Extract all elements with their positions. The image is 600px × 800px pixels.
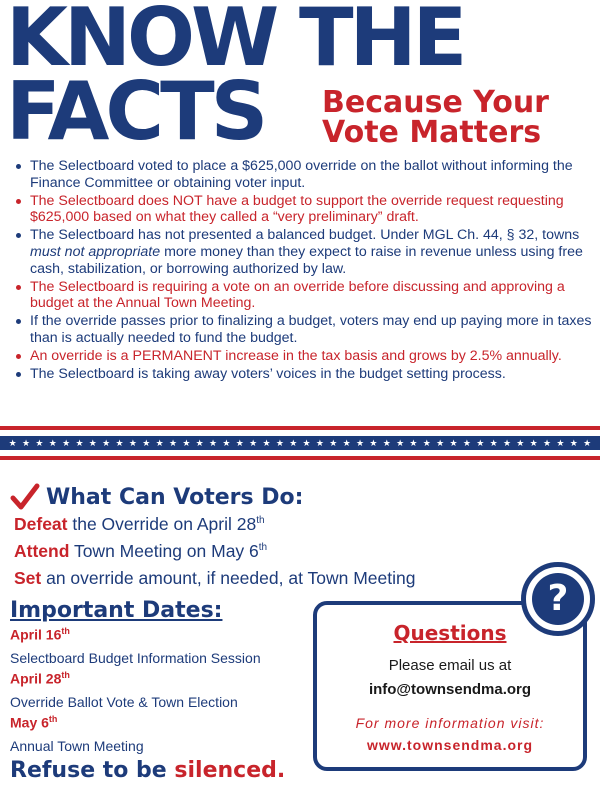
star-icon: ★ bbox=[195, 437, 204, 448]
star-icon: ★ bbox=[396, 437, 405, 448]
fact-text: more money than they expect to raise in revenue unless using free cash, stabilization, or borrowing authorized by law. bbox=[30, 243, 583, 277]
star-icon: ★ bbox=[155, 437, 164, 448]
star-icon: ★ bbox=[502, 437, 512, 448]
questions-email-prompt: Please email us at bbox=[388, 657, 512, 674]
star-icon: ★ bbox=[342, 437, 351, 448]
star-icon: ★ bbox=[289, 437, 298, 448]
fact-item bbox=[14, 227, 594, 277]
tagline-line1: Because Your bbox=[322, 85, 549, 120]
star-icon: ★ bbox=[436, 437, 445, 448]
action-suffix: th bbox=[258, 542, 268, 554]
star-icon: ★ bbox=[355, 437, 365, 448]
star-icon: ★ bbox=[88, 437, 97, 448]
star-icon: ★ bbox=[489, 437, 498, 448]
star-icon: ★ bbox=[235, 437, 244, 448]
fact-item: An override is a PERMANENT increase in the tax basis and grows by 2.5% annually. bbox=[14, 348, 594, 365]
action-text: an override amount, if needed, at Town Meeting bbox=[41, 568, 416, 588]
fact-emphasis: must not appropriate bbox=[30, 243, 161, 260]
star-icon: ★ bbox=[62, 437, 71, 448]
star-icon: ★ bbox=[543, 437, 552, 448]
star-icon: ★ bbox=[262, 437, 271, 448]
star-icon: ★ bbox=[569, 437, 578, 448]
refuse-highlight: silenced. bbox=[174, 758, 286, 783]
title-know-the: KNOW THE bbox=[6, 0, 464, 84]
question-mark-icon bbox=[521, 562, 595, 636]
star-icon: ★ bbox=[128, 437, 137, 448]
question-mark-glyph: ? bbox=[532, 573, 584, 625]
questions-more-info: For more information visit: bbox=[355, 715, 545, 731]
questions-title: Questions bbox=[393, 621, 507, 645]
star-icon: ★ bbox=[142, 437, 151, 448]
star-icon: ★ bbox=[75, 437, 84, 448]
star-icon: ★ bbox=[462, 437, 471, 448]
star-icon: ★ bbox=[315, 437, 324, 448]
facts-list bbox=[14, 158, 594, 383]
star-icon: ★ bbox=[48, 437, 57, 448]
date-event: Selectboard Budget Information Session bbox=[10, 650, 261, 666]
tagline bbox=[322, 85, 549, 150]
refuse-slogan: Refuse to be silenced. bbox=[10, 758, 286, 783]
star-icon: ★ bbox=[222, 437, 231, 448]
date-label: May 6th bbox=[10, 714, 58, 731]
action-suffix: th bbox=[256, 515, 265, 527]
star-icon: ★ bbox=[382, 437, 391, 448]
star-icon: ★ bbox=[302, 437, 311, 448]
fact-item: The Selectboard is requiring a vote on an override before discussing and approving a budget at the Annual Town Meeting. bbox=[14, 279, 594, 313]
action-verb: Attend bbox=[14, 541, 70, 561]
questions-email-link[interactable]: info@townsendma.org bbox=[368, 681, 532, 698]
star-icon: ★ bbox=[182, 437, 191, 448]
questions-website-link[interactable]: www.townsendma.org bbox=[366, 737, 534, 753]
star-icon: ★ bbox=[249, 437, 258, 448]
voters-heading bbox=[10, 482, 303, 512]
star-icon: ★ bbox=[449, 437, 458, 448]
action-verb: Set bbox=[14, 568, 42, 588]
title-facts: FACTS bbox=[6, 65, 265, 158]
important-dates-title: Important Dates: bbox=[10, 598, 223, 623]
star-icon: ★ bbox=[115, 437, 124, 448]
star-icon: ★ bbox=[35, 437, 44, 448]
star-icon: ★ bbox=[529, 437, 538, 448]
date-event: Annual Town Meeting bbox=[10, 738, 144, 754]
voter-action bbox=[14, 541, 267, 562]
banner-red-stripe bbox=[0, 456, 600, 460]
star-icon: ★ bbox=[22, 437, 31, 448]
star-icon: ★ bbox=[369, 437, 378, 448]
star-icon: ★ bbox=[476, 437, 485, 448]
banner-red-stripe bbox=[0, 426, 600, 430]
star-icon: ★ bbox=[409, 437, 418, 448]
fact-item: The Selectboard does NOT have a budget to support the override request requesting $625,000 based on what they called a “very preliminary” draft. bbox=[14, 193, 594, 227]
star-icon: ★ bbox=[516, 437, 525, 448]
voters-title: What Can Voters Do: bbox=[46, 484, 304, 510]
voter-action bbox=[14, 568, 415, 589]
action-text: the Override on April 28 bbox=[67, 514, 257, 534]
fact-text: The Selectboard has not presented a balanced budget. Under MGL Ch. 44, § 32, towns bbox=[30, 227, 580, 244]
tagline-line2: Vote Matters bbox=[322, 115, 542, 150]
star-icon: ★ bbox=[168, 437, 178, 448]
star-icon: ★ bbox=[209, 437, 218, 448]
date-label: April 16th bbox=[10, 626, 70, 643]
voter-action bbox=[14, 514, 265, 535]
stars-stripes-banner bbox=[0, 426, 600, 460]
fact-item: The Selectboard is taking away voters’ voices in the budget setting process. bbox=[14, 366, 594, 383]
star-icon: ★ bbox=[422, 437, 431, 448]
star-icon: ★ bbox=[583, 437, 592, 448]
star-icon: ★ bbox=[102, 437, 111, 448]
date-event: Override Ballot Vote & Town Election bbox=[10, 694, 238, 710]
fact-item: The Selectboard voted to place a $625,000 override on the ballot without informing the Finance Committee or obtaining voter input. bbox=[14, 158, 594, 192]
star-icon: ★ bbox=[556, 437, 565, 448]
banner-star-row bbox=[0, 436, 600, 450]
fact-item: If the override passes prior to finalizing a budget, voters may end up paying more in taxes than is actually needed to fund the budget. bbox=[14, 313, 594, 347]
star-icon: ★ bbox=[329, 437, 338, 448]
date-label: April 28th bbox=[10, 670, 70, 687]
action-verb: Defeat bbox=[14, 514, 68, 534]
check-icon bbox=[10, 482, 40, 512]
action-text: Town Meeting on May 6 bbox=[69, 541, 259, 561]
star-icon: ★ bbox=[275, 437, 284, 448]
star-icon: ★ bbox=[8, 437, 17, 448]
